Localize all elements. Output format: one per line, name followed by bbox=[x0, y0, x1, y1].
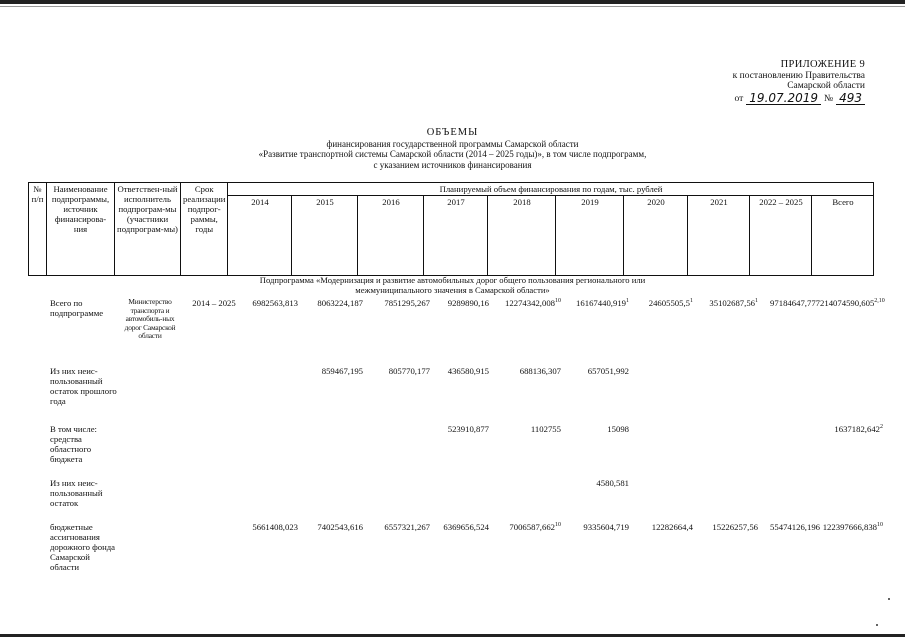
cell-2014: 5661408,023 bbox=[252, 522, 298, 532]
cell-2017: 436580,915 bbox=[447, 366, 489, 376]
cell-2018: 12274342,008$^{10}$ bbox=[505, 298, 561, 308]
cell-2014: 6982563,813 bbox=[252, 298, 298, 308]
cell-2019: 9335604,719 bbox=[583, 522, 629, 532]
title-line-2: финансирования государственной программы Самарской области bbox=[326, 138, 579, 149]
cell-2018: 7006587,662$^{10}$ bbox=[509, 522, 561, 532]
number-prefix: № bbox=[824, 94, 834, 104]
header-year: 2021 bbox=[688, 196, 750, 276]
header-total: Всего bbox=[812, 196, 874, 276]
header-responsible: Ответствен-ный исполнитель подпрограм-мы (участники подпрограм-мы) bbox=[115, 183, 181, 276]
cell-2022-2025: 97184647,777 bbox=[770, 298, 820, 308]
appendix-line-2: к постановлению Правительства bbox=[732, 70, 865, 81]
header-year: 2016 bbox=[358, 196, 424, 276]
top-border-line-thin bbox=[0, 6, 905, 7]
handwritten-number: 493 bbox=[836, 92, 865, 105]
cell-2019: 16167440,919$^1$ bbox=[576, 298, 629, 308]
cell-2016: 6557321,267 bbox=[384, 522, 430, 532]
cell-2020: 12282664,4 bbox=[651, 522, 693, 532]
header-name: Наименование подпрограммы, источник финансирова-ния bbox=[47, 183, 115, 276]
row-name: Всего по подпрограмме bbox=[50, 298, 104, 318]
cell-2017: 523910,877 bbox=[447, 424, 489, 434]
row-name: бюджетные ассигнования дорожного фонда Самарской области bbox=[50, 522, 115, 572]
header-term: Срок реализации подпрог-раммы, годы bbox=[181, 183, 228, 276]
cell-2016: 7851295,267 bbox=[384, 298, 430, 308]
header-row-1 bbox=[29, 183, 874, 196]
subprogram-title bbox=[0, 276, 905, 295]
cell-2017: 9289890,16 bbox=[447, 298, 489, 308]
document-title bbox=[0, 128, 905, 170]
cell-total: 1637182,642$^2$ bbox=[834, 424, 883, 434]
cell-2019: 4580,581 bbox=[596, 478, 629, 488]
cell-2015: 859467,195 bbox=[321, 366, 363, 376]
header-planned: Планируемый объем финансирования по годам, тыс. рублей bbox=[228, 183, 874, 196]
title-line-4: с указанием источников финансирования bbox=[373, 159, 532, 170]
cell-2019: 15098 bbox=[607, 424, 629, 434]
title-line-1: ОБЪЕМЫ bbox=[426, 127, 479, 138]
scan-speck bbox=[888, 598, 890, 600]
header-year: 2015 bbox=[292, 196, 358, 276]
subprogram-line-1: Подпрограмма «Модернизация и развитие автомобильных дорог общего пользования регионального или bbox=[259, 275, 646, 285]
row-name: Из них неис-пользованный остаток bbox=[50, 478, 103, 508]
financing-table bbox=[28, 182, 874, 276]
subprogram-line-2: межмуниципального значения в Самарской области» bbox=[355, 284, 550, 295]
top-border-line bbox=[0, 0, 905, 4]
cell-2015: 8063224,187 bbox=[317, 298, 363, 308]
header-year: 2020 bbox=[624, 196, 688, 276]
row-name: Из них неис-пользованный остаток прошлого года bbox=[50, 366, 117, 406]
cell-2018: 1102755 bbox=[530, 424, 561, 434]
appendix-line-3: Самарской области bbox=[787, 81, 865, 91]
row-term: 2014 – 2025 bbox=[192, 298, 236, 308]
date-prefix: от bbox=[734, 94, 744, 104]
cell-2017: 6369656,524 bbox=[443, 522, 489, 532]
cell-total: 122397666,838$^{10}$ bbox=[822, 522, 883, 532]
title-line-3: «Развитие транспортной системы Самарской области (2014 – 2025 годы)», в том числе подпрограмм, bbox=[258, 149, 647, 160]
cell-2020: 24605505,5$^1$ bbox=[648, 298, 693, 308]
cell-2022-2025: 55474126,196 bbox=[770, 522, 820, 532]
header-year: 2019 bbox=[556, 196, 624, 276]
header-year: 2018 bbox=[488, 196, 556, 276]
appendix-date-line bbox=[735, 92, 865, 105]
header-num: № п/п bbox=[29, 183, 47, 276]
appendix-title: ПРИЛОЖЕНИЕ 9 bbox=[780, 59, 865, 70]
cell-2021: 15226257,56 bbox=[712, 522, 758, 532]
header-year: 2022 – 2025 bbox=[750, 196, 812, 276]
cell-total: 214074590,605$^{2,10}$ bbox=[820, 298, 885, 308]
header-year: 2017 bbox=[424, 196, 488, 276]
header-year: 2014 bbox=[228, 196, 292, 276]
cell-2015: 7402543,616 bbox=[317, 522, 363, 532]
handwritten-date: 19.07.2019 bbox=[746, 92, 821, 105]
cell-2018: 688136,307 bbox=[519, 366, 561, 376]
cell-2021: 35102687,56$^1$ bbox=[709, 298, 758, 308]
row-responsible: Министерство транспорта и автомобиль-ных дорог Самарской области bbox=[124, 297, 176, 341]
cell-2019: 657051,992 bbox=[587, 366, 629, 376]
scan-speck bbox=[876, 624, 878, 626]
bottom-border-line bbox=[0, 634, 905, 637]
cell-2016: 805770,177 bbox=[388, 366, 430, 376]
appendix-block bbox=[733, 60, 865, 105]
row-name: В том числе: средства областного бюджета bbox=[50, 424, 97, 464]
